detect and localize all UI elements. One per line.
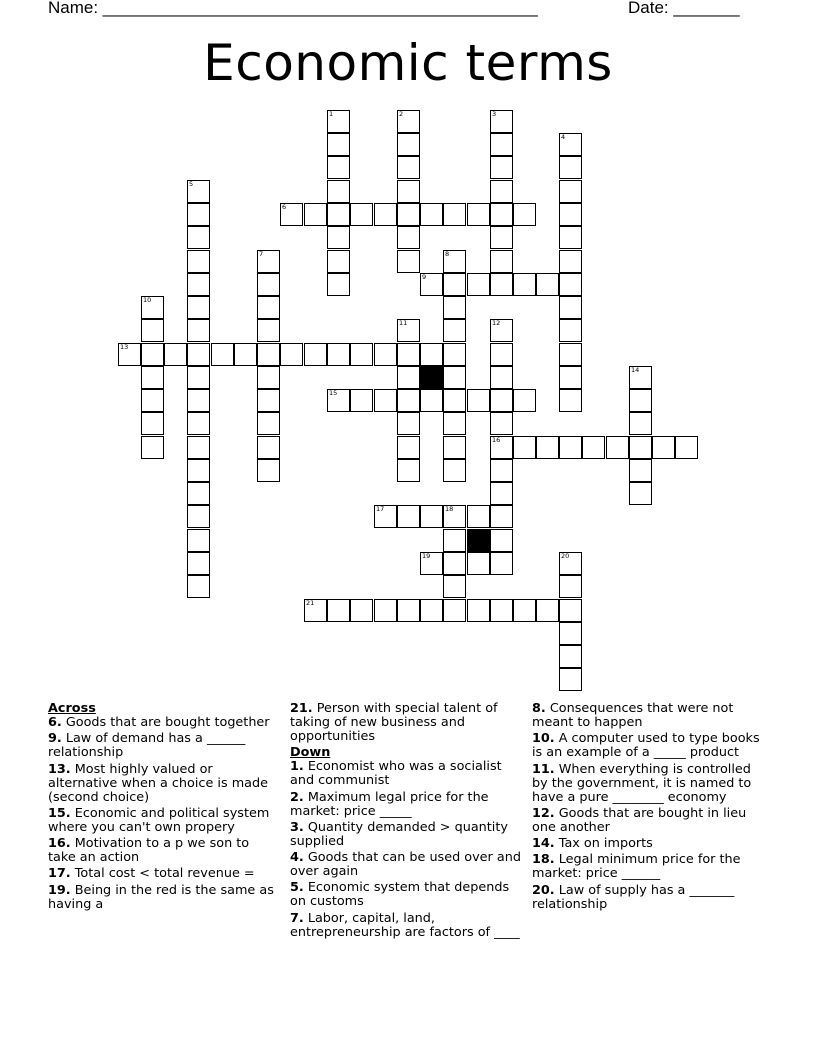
clue-num: 18. xyxy=(532,852,555,868)
grid-cell[interactable] xyxy=(559,296,582,319)
clue-number: 13 xyxy=(120,343,129,351)
clue-num: 8. xyxy=(532,701,546,716)
grid-cell[interactable] xyxy=(559,226,582,249)
grid-cell[interactable] xyxy=(559,552,582,575)
clue-item xyxy=(290,702,522,744)
clue-num: 12. xyxy=(532,805,555,821)
clue-num: 17. xyxy=(48,866,71,882)
grid-cell[interactable] xyxy=(420,552,443,575)
grid-cell[interactable] xyxy=(187,459,210,482)
grid-cell[interactable] xyxy=(490,250,513,273)
grid-cell[interactable] xyxy=(327,133,350,156)
grid-cell[interactable] xyxy=(420,203,443,226)
grid-cell[interactable] xyxy=(350,599,373,622)
grid-cell[interactable] xyxy=(490,436,513,459)
clue-num: 21. xyxy=(290,701,313,716)
grid-cell[interactable] xyxy=(187,482,210,505)
grid-cell[interactable] xyxy=(513,389,536,412)
clue-number: 7 xyxy=(259,250,264,258)
grid-cell[interactable] xyxy=(490,459,513,482)
grid-cell[interactable] xyxy=(187,250,210,273)
clue-item xyxy=(48,837,280,865)
grid-cell[interactable] xyxy=(490,319,513,342)
grid-cell[interactable] xyxy=(257,250,280,273)
grid-cell[interactable] xyxy=(327,343,350,366)
clue-number: 16 xyxy=(492,436,501,444)
grid-cell[interactable] xyxy=(443,529,466,552)
clue-text: A computer used to type books is an example of a _____ product xyxy=(532,731,760,761)
grid-cell[interactable] xyxy=(559,343,582,366)
grid-cell[interactable] xyxy=(397,226,420,249)
grid-cell[interactable] xyxy=(327,250,350,273)
grid-cell[interactable] xyxy=(513,436,536,459)
clue-item xyxy=(290,791,522,819)
clue-item xyxy=(48,716,280,730)
grid-cell[interactable] xyxy=(443,203,466,226)
clue-text: Being in the red is the same as having a xyxy=(48,882,274,912)
grid-cell[interactable] xyxy=(187,389,210,412)
clue-text: Quantity demanded > quantity supplied xyxy=(290,819,508,849)
grid-cell[interactable] xyxy=(467,599,490,622)
clue-item xyxy=(48,807,280,835)
clue-num: 9. xyxy=(48,731,62,747)
clue-num: 13. xyxy=(48,761,71,777)
grid-cell[interactable] xyxy=(327,203,350,226)
clue-text: Tax on imports xyxy=(554,836,653,852)
grid-cell[interactable] xyxy=(350,203,373,226)
across-heading: Across xyxy=(48,701,96,716)
grid-cell[interactable] xyxy=(211,343,234,366)
grid-cell[interactable] xyxy=(490,599,513,622)
grid-cell[interactable] xyxy=(629,436,652,459)
clue-item xyxy=(290,912,522,940)
grid-cell[interactable] xyxy=(420,343,443,366)
grid-cell[interactable] xyxy=(443,343,466,366)
grid-cell[interactable] xyxy=(397,389,420,412)
grid-cell[interactable] xyxy=(652,436,675,459)
grid-cell[interactable] xyxy=(443,599,466,622)
grid-cell[interactable] xyxy=(257,412,280,435)
clue-item xyxy=(532,884,764,912)
clue-number: 4 xyxy=(561,133,566,141)
grid-cell[interactable] xyxy=(257,273,280,296)
grid-cell[interactable] xyxy=(257,319,280,342)
grid-cell[interactable] xyxy=(187,412,210,435)
grid-cell[interactable] xyxy=(443,389,466,412)
clue-column-3 xyxy=(532,702,764,914)
grid-cell[interactable] xyxy=(559,599,582,622)
clue-num: 2. xyxy=(290,789,304,805)
grid-cell[interactable] xyxy=(443,319,466,342)
grid-cell[interactable] xyxy=(187,552,210,575)
grid-cell[interactable] xyxy=(187,436,210,459)
grid-cell[interactable] xyxy=(141,366,164,389)
clue-item xyxy=(532,702,764,730)
clue-item xyxy=(48,732,280,760)
grid-cell[interactable] xyxy=(513,599,536,622)
grid-cell[interactable] xyxy=(257,459,280,482)
grid-cell[interactable] xyxy=(559,133,582,156)
grid-cell[interactable] xyxy=(467,505,490,528)
clue-number: 3 xyxy=(492,110,497,118)
name-label: Name: ______________________________________________ xyxy=(48,0,538,17)
clue-num: 10. xyxy=(532,731,555,747)
clue-item xyxy=(48,884,280,912)
grid-cell[interactable] xyxy=(187,343,210,366)
clue-item xyxy=(48,867,280,881)
grid-cell[interactable] xyxy=(397,250,420,273)
grid-cell[interactable] xyxy=(374,599,397,622)
grid-cell[interactable] xyxy=(443,552,466,575)
clue-text: Consequences that were not meant to happen xyxy=(532,701,734,730)
grid-cell[interactable] xyxy=(397,599,420,622)
clue-number: 19 xyxy=(422,552,431,560)
clue-number: 5 xyxy=(189,180,194,188)
down-heading: Down xyxy=(290,745,331,761)
grid-cell[interactable] xyxy=(420,505,443,528)
grid-cell[interactable] xyxy=(490,273,513,296)
clue-item xyxy=(532,807,764,835)
grid-cell[interactable] xyxy=(559,436,582,459)
grid-cell[interactable] xyxy=(187,226,210,249)
grid-cell[interactable] xyxy=(304,343,327,366)
grid-cell[interactable] xyxy=(397,412,420,435)
grid-cell[interactable] xyxy=(397,203,420,226)
grid-cell[interactable] xyxy=(490,412,513,435)
grid-cell[interactable] xyxy=(559,250,582,273)
grid-cell[interactable] xyxy=(280,343,303,366)
clue-item xyxy=(290,881,522,909)
grid-cell[interactable] xyxy=(257,343,280,366)
grid-cell[interactable] xyxy=(559,645,582,668)
grid-cell[interactable] xyxy=(629,412,652,435)
clue-number: 1 xyxy=(329,110,334,118)
grid-cell[interactable] xyxy=(374,505,397,528)
clue-number: 20 xyxy=(561,552,570,560)
clue-text: Economist who was a socialist and communist xyxy=(290,759,502,789)
clue-item xyxy=(290,760,522,788)
grid-cell[interactable] xyxy=(397,366,420,389)
clue-number: 17 xyxy=(376,505,385,513)
clue-text: Maximum legal price for the market: price _____ xyxy=(290,789,489,819)
grid-cell[interactable] xyxy=(490,203,513,226)
grid-cell[interactable] xyxy=(559,273,582,296)
grid-cell[interactable] xyxy=(327,156,350,179)
grid-cell[interactable] xyxy=(141,319,164,342)
clue-num: 4. xyxy=(290,850,304,866)
clue-item xyxy=(290,821,522,849)
grid-cell[interactable] xyxy=(141,436,164,459)
grid-cell[interactable] xyxy=(327,599,350,622)
grid-cell[interactable] xyxy=(420,273,443,296)
clue-number: 2 xyxy=(399,110,404,118)
grid-cell[interactable] xyxy=(559,575,582,598)
grid-cell[interactable] xyxy=(397,180,420,203)
grid-cell[interactable] xyxy=(234,343,257,366)
clue-number: 12 xyxy=(492,319,501,327)
grid-cell[interactable] xyxy=(443,250,466,273)
grid-cell[interactable] xyxy=(443,296,466,319)
grid-cell[interactable] xyxy=(187,319,210,342)
clue-item xyxy=(532,732,764,760)
grid-cell[interactable] xyxy=(467,552,490,575)
grid-cell[interactable] xyxy=(629,459,652,482)
clue-number: 15 xyxy=(329,389,338,397)
grid-cell[interactable] xyxy=(490,366,513,389)
grid-cell[interactable] xyxy=(490,482,513,505)
clue-column-2 xyxy=(290,702,522,942)
clue-item xyxy=(290,851,522,879)
grid-cell[interactable] xyxy=(327,389,350,412)
clue-text: Law of demand has a ______ relationship xyxy=(48,731,246,761)
date-label: Date: _______ xyxy=(628,0,740,17)
grid-cell[interactable] xyxy=(420,389,443,412)
clue-text: Labor, capital, land, entrepreneurship are factors of ____ xyxy=(290,910,520,940)
grid-cell[interactable] xyxy=(397,319,420,342)
grid-cell[interactable] xyxy=(559,366,582,389)
clue-text: Most highly valued or alternative when a choice is made (second choice) xyxy=(48,761,269,805)
grid-cell[interactable] xyxy=(374,389,397,412)
grid-cell[interactable] xyxy=(559,156,582,179)
grid-cell[interactable] xyxy=(257,366,280,389)
grid-cell[interactable] xyxy=(420,599,443,622)
clue-item xyxy=(532,837,764,851)
grid-cell[interactable] xyxy=(559,622,582,645)
grid-cell[interactable] xyxy=(327,180,350,203)
grid-cell[interactable] xyxy=(629,366,652,389)
clue-item xyxy=(48,763,280,805)
grid-cell[interactable] xyxy=(443,459,466,482)
grid-cell[interactable] xyxy=(443,575,466,598)
grid-cell[interactable] xyxy=(187,575,210,598)
clue-text: Economic system that depends on customs xyxy=(290,880,510,910)
grid-cell[interactable] xyxy=(513,203,536,226)
grid-cell[interactable] xyxy=(490,389,513,412)
clue-text: When everything is controlled by the government, it is named to have a pure ________ economy xyxy=(532,761,752,805)
clue-num: 5. xyxy=(290,880,304,896)
clue-number: 14 xyxy=(631,366,640,374)
grid-cell[interactable] xyxy=(490,529,513,552)
grid-cell[interactable] xyxy=(490,110,513,133)
grid-cell[interactable] xyxy=(187,296,210,319)
grid-cell[interactable] xyxy=(467,389,490,412)
clue-text: Goods that are bought together xyxy=(61,715,270,730)
grid-cell[interactable] xyxy=(490,156,513,179)
grid-cell[interactable] xyxy=(490,343,513,366)
grid-cell[interactable] xyxy=(187,203,210,226)
clue-text: Economic and political system where you can't own propery xyxy=(48,805,270,835)
clue-number: 6 xyxy=(282,203,287,211)
clue-num: 14. xyxy=(532,836,555,852)
grid-cell[interactable] xyxy=(304,203,327,226)
clue-num: 6. xyxy=(48,715,62,730)
grid-cell[interactable] xyxy=(141,296,164,319)
grid-cell[interactable] xyxy=(397,459,420,482)
grid-cell[interactable] xyxy=(141,389,164,412)
grid-cell[interactable] xyxy=(629,482,652,505)
grid-cell[interactable] xyxy=(141,412,164,435)
grid-block xyxy=(467,529,490,552)
grid-cell[interactable] xyxy=(374,343,397,366)
grid-cell[interactable] xyxy=(559,180,582,203)
grid-cell[interactable] xyxy=(397,436,420,459)
grid-cell[interactable] xyxy=(490,505,513,528)
grid-cell[interactable] xyxy=(350,343,373,366)
grid-cell[interactable] xyxy=(397,505,420,528)
grid-cell[interactable] xyxy=(187,180,210,203)
grid-cell[interactable] xyxy=(490,552,513,575)
grid-cell[interactable] xyxy=(536,436,559,459)
grid-cell[interactable] xyxy=(559,319,582,342)
grid-cell[interactable] xyxy=(559,668,582,691)
grid-cell[interactable] xyxy=(443,412,466,435)
grid-cell[interactable] xyxy=(187,529,210,552)
grid-cell[interactable] xyxy=(559,389,582,412)
clue-num: 11. xyxy=(532,761,555,777)
grid-cell[interactable] xyxy=(187,505,210,528)
grid-cell[interactable] xyxy=(350,389,373,412)
clue-number: 21 xyxy=(306,599,315,607)
clue-item xyxy=(532,853,764,881)
grid-cell[interactable] xyxy=(164,343,187,366)
clue-number: 9 xyxy=(422,273,427,281)
grid-cell[interactable] xyxy=(467,273,490,296)
grid-cell[interactable] xyxy=(118,343,141,366)
clue-num: 15. xyxy=(48,805,71,821)
grid-block xyxy=(420,366,443,389)
clue-text: Goods that can be used over and over again xyxy=(290,850,521,880)
clue-text: Goods that are bought in lieu one another xyxy=(532,805,747,835)
grid-cell[interactable] xyxy=(467,203,490,226)
grid-cell[interactable] xyxy=(397,343,420,366)
clue-text: Legal minimum price for the market: price ______ xyxy=(532,852,741,882)
grid-cell[interactable] xyxy=(397,110,420,133)
clue-number: 11 xyxy=(399,319,408,327)
clue-number: 18 xyxy=(445,505,454,513)
grid-cell[interactable] xyxy=(536,273,559,296)
grid-cell[interactable] xyxy=(443,505,466,528)
grid-cell[interactable] xyxy=(513,273,536,296)
clue-num: 20. xyxy=(532,882,555,898)
clue-item xyxy=(532,763,764,805)
clue-num: 7. xyxy=(290,910,304,926)
clue-number: 8 xyxy=(445,250,450,258)
clue-text: Person with special talent of taking of new business and opportunities xyxy=(290,701,498,744)
grid-cell[interactable] xyxy=(443,366,466,389)
grid-cell[interactable] xyxy=(141,343,164,366)
grid-cell[interactable] xyxy=(559,203,582,226)
grid-cell[interactable] xyxy=(187,366,210,389)
clue-text: Motivation to a p we son to take an action xyxy=(48,836,250,866)
clue-text: Total cost < total revenue = xyxy=(70,866,255,882)
grid-cell[interactable] xyxy=(490,133,513,156)
grid-cell[interactable] xyxy=(327,226,350,249)
clue-num: 16. xyxy=(48,836,71,852)
grid-cell[interactable] xyxy=(536,599,559,622)
grid-cell[interactable] xyxy=(327,273,350,296)
grid-cell[interactable] xyxy=(374,203,397,226)
clue-number: 10 xyxy=(143,296,152,304)
grid-cell[interactable] xyxy=(582,436,605,459)
grid-cell[interactable] xyxy=(490,226,513,249)
grid-cell[interactable] xyxy=(257,389,280,412)
grid-cell[interactable] xyxy=(397,156,420,179)
clue-num: 1. xyxy=(290,759,304,775)
grid-cell[interactable] xyxy=(257,296,280,319)
grid-cell[interactable] xyxy=(675,436,698,459)
page-title: Economic terms xyxy=(203,34,613,92)
clue-column-1 xyxy=(48,702,280,914)
grid-cell[interactable] xyxy=(490,180,513,203)
grid-cell[interactable] xyxy=(280,203,303,226)
grid-cell[interactable] xyxy=(629,389,652,412)
grid-cell[interactable] xyxy=(397,133,420,156)
grid-cell[interactable] xyxy=(606,436,629,459)
grid-cell[interactable] xyxy=(187,273,210,296)
clue-num: 19. xyxy=(48,882,71,898)
grid-cell[interactable] xyxy=(327,110,350,133)
grid-cell[interactable] xyxy=(304,599,327,622)
clue-text: Law of supply has a _______ relationship xyxy=(532,882,735,912)
grid-cell[interactable] xyxy=(257,436,280,459)
clue-num: 3. xyxy=(290,819,304,835)
grid-cell[interactable] xyxy=(443,273,466,296)
grid-cell[interactable] xyxy=(443,436,466,459)
